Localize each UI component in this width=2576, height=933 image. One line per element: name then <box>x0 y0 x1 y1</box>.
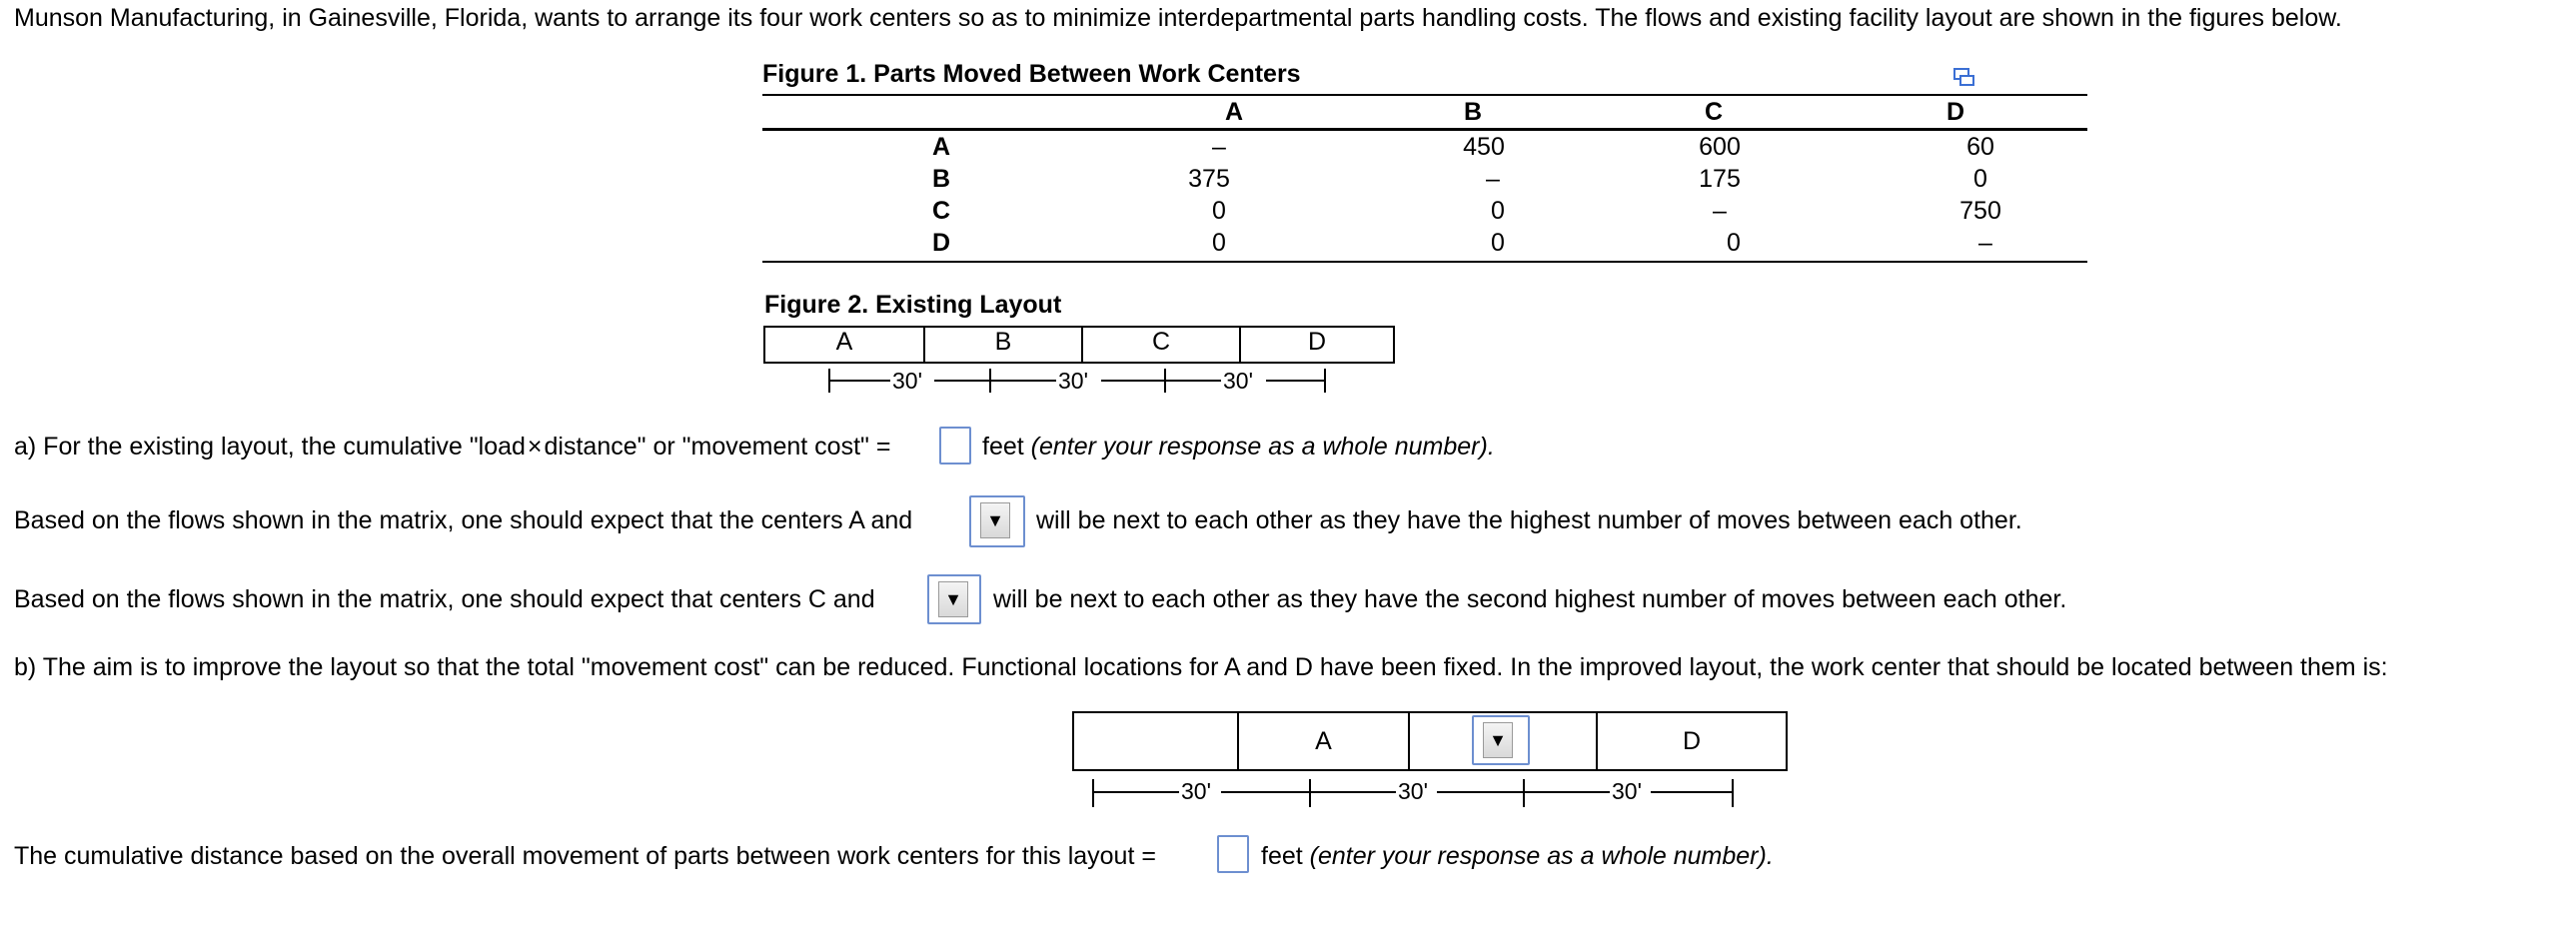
dim-line <box>1094 791 1179 793</box>
question-a-middle: distance" or "movement cost" = <box>544 433 891 461</box>
dim-line <box>1166 380 1221 382</box>
col-header-d: D <box>1945 98 1965 126</box>
times-symbol: × <box>527 433 543 461</box>
layout-cell-b: B <box>925 328 1083 362</box>
cell-b-c: 175 <box>1699 165 1741 193</box>
dim-line <box>934 380 989 382</box>
q-next1-suffix: will be next to each other as they have the highest number of moves between each other. <box>1036 506 2022 534</box>
cell-c-a: 0 <box>1212 197 1226 225</box>
dim-line <box>1437 791 1523 793</box>
col-header-a: A <box>1224 98 1244 126</box>
dim-line <box>1221 791 1309 793</box>
cell-a-b: 450 <box>1463 133 1505 161</box>
cell-b-d: 0 <box>1973 165 1987 193</box>
dim-tick <box>1309 779 1311 807</box>
final-question-suffix <box>1261 841 1774 871</box>
figure1-title: Figure 1. Parts Moved Between Work Centers <box>762 60 1301 88</box>
row-label-b: B <box>931 165 951 193</box>
triangle-down-icon: ▼ <box>986 510 1004 530</box>
whole-number-hint: (enter your response as a whole number). <box>1030 433 1495 461</box>
dropdown-button[interactable] <box>1483 722 1513 758</box>
dim-label-3: 30' <box>1223 368 1253 394</box>
dim-tick <box>1092 779 1094 807</box>
dim-line <box>830 380 890 382</box>
final-question-prefix: The cumulative distance based on the overall movement of parts between work centers for this layout = <box>14 842 1156 870</box>
improved-cell-a: A <box>1239 713 1410 769</box>
copy-table-icon[interactable] <box>1953 65 1975 85</box>
row-label-c: C <box>931 197 951 225</box>
dim-line <box>1311 791 1396 793</box>
improved-cell-1 <box>1074 713 1239 769</box>
table-header-rule <box>762 128 2087 131</box>
dim-line <box>1651 791 1732 793</box>
dim-line <box>1101 380 1164 382</box>
col-header-b: B <box>1463 98 1483 126</box>
dim-tick <box>1732 779 1734 807</box>
between-center-dropdown[interactable] <box>1472 715 1530 765</box>
dim-tick <box>1324 369 1326 393</box>
col-header-c: C <box>1704 98 1724 126</box>
center-a-partner-dropdown[interactable] <box>969 495 1025 547</box>
cell-b-b: – <box>1486 165 1500 193</box>
dim-line <box>1266 380 1324 382</box>
dim-label-2: 30' <box>1058 368 1088 394</box>
improved-layout <box>1072 711 1788 771</box>
cell-d-d: – <box>1978 229 1992 257</box>
dim-line <box>991 380 1056 382</box>
row-label-a: A <box>931 133 951 161</box>
cell-c-b: 0 <box>1491 197 1505 225</box>
q-next2-suffix: will be next to each other as they have the second highest number of moves between each other. <box>993 585 2067 613</box>
cell-a-d: 60 <box>1966 133 1994 161</box>
dim-line <box>1525 791 1610 793</box>
improved-cell-d: D <box>1682 727 1702 755</box>
figure2-title: Figure 2. Existing Layout <box>764 291 1062 319</box>
dim-tick <box>1523 779 1525 807</box>
triangle-down-icon: ▼ <box>1489 730 1507 750</box>
question-a-suffix <box>982 432 1495 462</box>
table-top-rule <box>762 94 2087 96</box>
dim-label-3: 30' <box>1612 778 1642 804</box>
question-a-text <box>14 432 890 462</box>
layout-cell-a: A <box>765 328 925 362</box>
cell-b-a: 375 <box>1188 165 1230 193</box>
dropdown-button[interactable] <box>980 502 1010 538</box>
cell-d-b: 0 <box>1491 229 1505 257</box>
existing-layout <box>763 326 1395 364</box>
feet-label: feet <box>982 433 1024 461</box>
whole-number-hint: (enter your response as a whole number). <box>1309 842 1774 870</box>
cumulative-distance-input[interactable] <box>1217 835 1249 873</box>
cell-a-c: 600 <box>1699 133 1741 161</box>
cell-c-c: – <box>1713 197 1727 225</box>
intro-text: Munson Manufacturing, in Gainesville, Florida, wants to arrange its four work centers so as to minimize interdepartmental parts handling costs. The flows and existing facility layout are shown in the figures below. <box>14 4 2342 32</box>
cell-c-d: 750 <box>1959 197 2001 225</box>
cell-a-a: – <box>1212 133 1226 161</box>
table-bottom-rule <box>762 261 2087 263</box>
dim-label-1: 30' <box>892 368 922 394</box>
layout-cell-d: D <box>1307 328 1327 356</box>
question-a-prefix: a) For the existing layout, the cumulative "load <box>14 433 526 461</box>
layout-cell-c: C <box>1083 328 1241 362</box>
q-next1-prefix: Based on the flows shown in the matrix, one should expect that the centers A and <box>14 506 913 534</box>
dim-label-1: 30' <box>1181 778 1211 804</box>
center-c-partner-dropdown[interactable] <box>927 574 981 624</box>
row-label-d: D <box>931 229 951 257</box>
movement-cost-input[interactable] <box>939 427 971 465</box>
cell-d-a: 0 <box>1212 229 1226 257</box>
cell-d-c: 0 <box>1727 229 1741 257</box>
dim-label-2: 30' <box>1398 778 1428 804</box>
q-next2-prefix: Based on the flows shown in the matrix, one should expect that centers C and <box>14 585 875 613</box>
triangle-down-icon: ▼ <box>944 589 962 609</box>
dropdown-button[interactable] <box>938 581 968 617</box>
question-b-text: b) The aim is to improve the layout so that the total "movement cost" can be reduced. Functional locations for A and D have been fixed. In the improved layout, the work center that should be located between them is: <box>14 653 2388 681</box>
feet-label: feet <box>1261 842 1303 870</box>
